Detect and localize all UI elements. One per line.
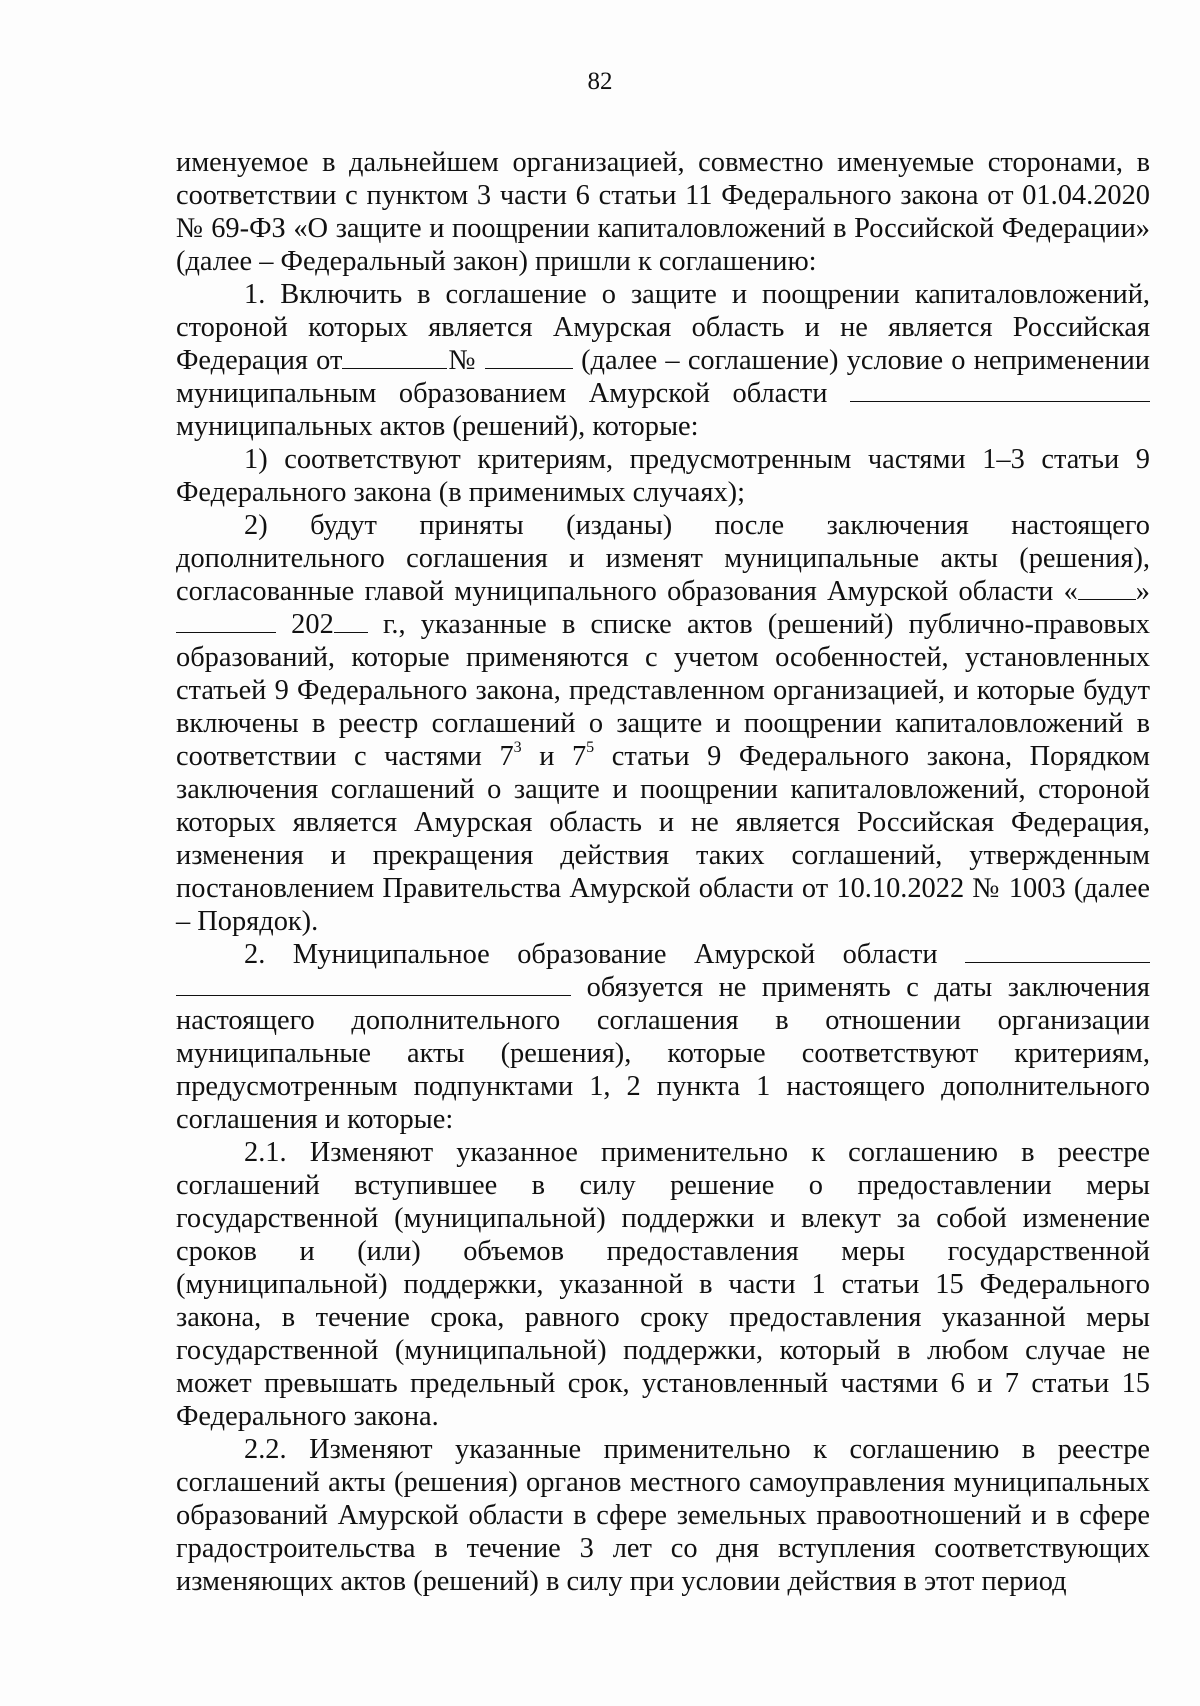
month-blank: [176, 608, 276, 633]
clause-1: [176, 278, 1150, 443]
subclause-2-text-c: статьи 9 Федерального закона, Порядком заключения соглашений о защите и поощрении капиталовложений, стороной которых является Амурская область и не является Российская Федерация, изменения и прекращения действия таких соглашений, утвержденным постановлением Правительства Амурской области от 10.10.2022 № 1003 (далее – Порядок).: [176, 741, 1150, 937]
subclause-2-and: и 7: [539, 741, 587, 772]
clause-1-text-d: муниципальных актов (решений), которые:: [176, 411, 699, 442]
quote-close: »: [1135, 576, 1150, 607]
clause-1-text-c: (далее – соглашение) условие о неприменении муниципальным образованием Амурской области: [176, 345, 1150, 409]
intro-paragraph: именуемое в дальнейшем организацией, совместно именуемые сторонами, в соответствии с пунктом 3 части 6 статьи 11 Федерального закона от 01.04.2020 № 69-ФЗ «О защите и поощрении капиталовложений в Российской Федерации» (далее – Федеральный закон) пришли к соглашению:: [176, 147, 1150, 277]
superscript-3: 3: [513, 738, 522, 756]
document-body: [176, 146, 1150, 1598]
number-blank: [485, 344, 573, 369]
municipality-blank: [850, 377, 1150, 402]
clause-2-text-a: 2. Муниципальное образование Амурской области: [244, 939, 938, 970]
municipality-blank-2a: [965, 938, 1150, 963]
superscript-5: 5: [586, 738, 595, 756]
subclause-1: 1) соответствуют критериям, предусмотренным частями 1–3 статьи 9 Федерального закона (в применимых случаях);: [176, 444, 1150, 508]
year-prefix: 202: [291, 609, 334, 640]
number-sign: №: [447, 345, 477, 376]
year-blank: [334, 608, 368, 633]
clause-2-2: 2.2. Изменяют указанные применительно к соглашению в реестре соглашений акты (решения) органов местного самоуправления муниципальных образований Амурской области в сфере земельных правоотношений и в сфере градостроительства в течение 3 лет со дня вступления соответствующих изменяющих актов (решений) в силу при условии действия в этот период: [176, 1434, 1150, 1597]
subclause-2-text-b: г., указанные в списке актов (решений) публично-правовых образований, которые применяются с учетом особенностей, установленных статьей 9 Федерального закона, представленном организацией, и которые будут включены в реестр соглашений о защите и поощрении капиталовложений в соответствии с частями 7: [176, 609, 1150, 772]
clause-1-text-a: 1. Включить в соглашение о защите и поощрении капиталовложений, стороной которых является Амурская область и не является Российская Федерация от: [176, 279, 1150, 376]
quote-open: «: [1063, 576, 1078, 607]
municipality-blank-2b: [176, 971, 571, 996]
clause-2-1: 2.1. Изменяют указанное применительно к соглашению в реестре соглашений вступившее в силу решение о предоставлении меры государственной (муниципальной) поддержки и влекут за собой изменение сроков и (или) объемов предоставления меры государственной (муниципальной) поддержки, указанной в части 1 статьи 15 Федерального закона, в течение срока, равного сроку предоставления указанной меры государственной (муниципальной) поддержки, который в любом случае не может превышать предельный срок, установленный частями 6 и 7 статьи 15 Федерального закона.: [176, 1137, 1150, 1432]
day-blank: [1078, 575, 1136, 600]
subclause-2-text-a: 2) будут приняты (изданы) после заключения настоящего дополнительного соглашения и изменят муниципальные акты (решения), согласованные главой муниципального образования Амурской области: [176, 510, 1150, 607]
clause-2: [176, 938, 1150, 1136]
date-blank: [342, 344, 447, 369]
page-number: 82: [587, 68, 613, 95]
clause-2-text-b: обязуется не применять с даты заключения настоящего дополнительного соглашения в отношении организации муниципальные акты (решения), которые соответствуют критериям, предусмотренным подпунктами 1, 2 пункта 1 настоящего дополнительного соглашения и которые:: [176, 972, 1150, 1135]
subclause-2: [176, 509, 1150, 938]
